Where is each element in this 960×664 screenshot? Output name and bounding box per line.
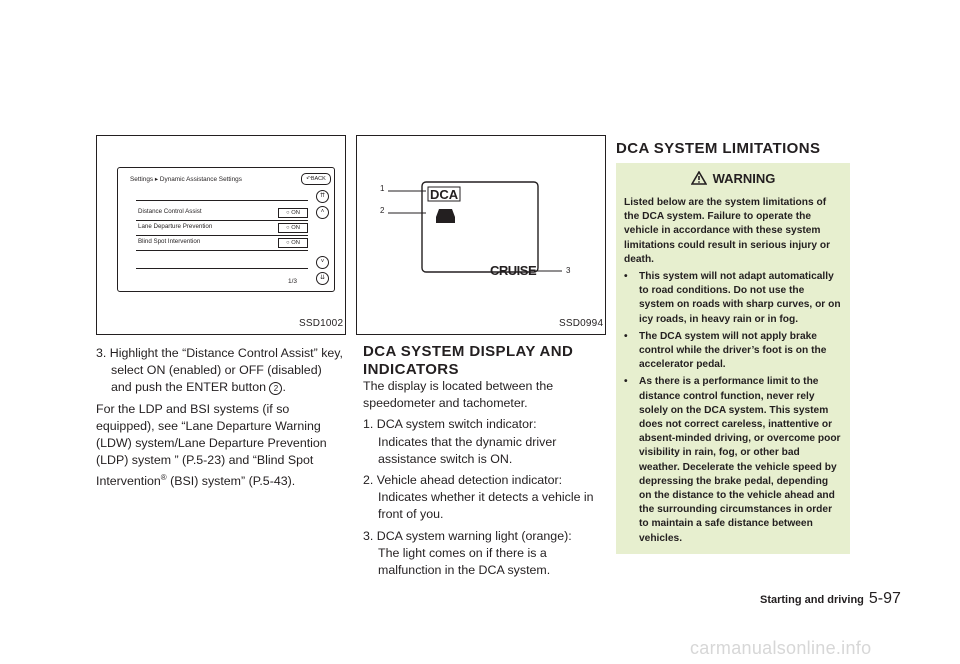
page-footer	[760, 590, 901, 608]
display-heading: DCA SYSTEM DISPLAY AND INDICATORS	[363, 343, 574, 378]
footer-section: Starting and driving	[760, 594, 864, 606]
back-button	[301, 173, 331, 185]
watermark: carmanualsonline.info	[690, 638, 872, 658]
on-label: ON	[291, 240, 300, 246]
back-arrow-icon: ↶	[306, 176, 311, 182]
dca-display-illustration	[356, 135, 604, 333]
para-text: For the LDP and BSI systems (if so equipped), see “Lane Departure Warning (LDW) system/Lane Departure Prevention (LDP) system ” (P.5-23) and “Blind Spot Intervention	[96, 401, 327, 489]
item-2-title: 2. Vehicle ahead detection indicator:	[363, 473, 563, 488]
on-label: ON	[291, 225, 300, 231]
on-toggle: ○ ON	[278, 238, 308, 248]
row-divider	[136, 235, 308, 236]
step-3: 3. Highlight the “Distance Control Assist” key, select ON (enabled) or OFF (disabled) and push the ENTER button 2 .	[96, 346, 343, 395]
warning-title: WARNING	[712, 171, 776, 186]
row-divider	[136, 220, 308, 221]
item-3-title: 3. DCA system warning light (orange):	[363, 528, 572, 543]
warning-box	[616, 163, 850, 554]
row-blind-spot: Blind Spot Intervention	[138, 238, 201, 245]
row-divider	[136, 250, 308, 251]
bullet-icon: •	[624, 271, 628, 283]
row-distance-control: Distance Control Assist	[138, 208, 202, 215]
left-column	[96, 345, 344, 495]
figure1-caption: SSD1002	[299, 318, 344, 329]
limitations-heading: DCA SYSTEM LIMITATIONS	[616, 140, 821, 157]
row-lane-departure: Lane Departure Prevention	[138, 223, 213, 230]
page-indicator: 1/3	[288, 278, 298, 285]
display-intro: The display is located between the speedometer and tachometer.	[363, 379, 554, 411]
warning-text	[624, 196, 842, 546]
bullet-text: This system will not adapt automatically to road conditions. Do not use the system on roads with sharp curves, or on icy roads, in heavy rain or in fog.	[639, 271, 841, 325]
double-up-icon: ⇈	[316, 190, 329, 203]
bullet-text: As there is a performance limit to the distance control function, never rely solely on the DCA system. This system does not correct careless, inattentive or absent-minded driving, or overcome poor visibility in rain, fog, or other bad weather. Decelerate the vehicle speed by depressing the brake pedal, depending on the distance to the vehicle ahead and the surrounding circumstances in order to maintain a safe distance between vehicles.	[639, 376, 841, 544]
row-divider	[136, 268, 308, 269]
figure2-caption: SSD0994	[559, 318, 604, 329]
item-2-desc: Indicates whether it detects a vehicle in front of you.	[378, 490, 594, 522]
on-toggle: ○ ON	[278, 223, 308, 233]
para-end-text: (BSI) system” (P.5-43).	[166, 474, 296, 489]
bullet-icon: •	[624, 376, 628, 388]
settings-header: Settings ▸ Dynamic Assistance Settings	[130, 176, 242, 183]
callout-1: 1	[380, 184, 385, 193]
page-number: 5-97	[868, 590, 901, 607]
on-toggle: ○ ON	[278, 208, 308, 218]
item-1-title: 1. DCA system switch indicator:	[363, 417, 537, 432]
warning-bullet	[624, 375, 842, 545]
callout-2: 2	[380, 206, 385, 215]
row-divider	[136, 200, 308, 201]
dca-label: DCA	[430, 187, 459, 202]
ldp-bsi-paragraph	[96, 401, 344, 491]
down-icon: ˅	[316, 256, 329, 269]
bullet-text: The DCA system will not apply brake control while the driver’s foot is on the accelerator pedal.	[639, 330, 827, 371]
enter-button-number: 2	[269, 382, 282, 395]
callout-3: 3	[566, 266, 571, 275]
vehicle-ahead-icon	[436, 209, 455, 223]
warning-title-row	[616, 171, 850, 186]
up-icon: ˄	[316, 206, 329, 219]
warning-bullet	[624, 330, 842, 373]
item-1-desc: Indicates that the dynamic driver assistance switch is ON.	[378, 434, 557, 466]
bullet-icon: •	[624, 330, 628, 342]
warning-intro: Listed below are the system limitations of the DCA system. Failure to operate the vehicle in accordance with these system limitations could result in serious injury or death.	[624, 197, 831, 265]
settings-screen-illustration	[117, 167, 335, 292]
item-3-desc: The light comes on if there is a malfunction in the DCA system.	[378, 545, 551, 578]
registered-mark: ®	[160, 473, 167, 483]
on-label: ON	[291, 210, 300, 216]
middle-column	[363, 378, 603, 583]
cruise-label: CRUISE	[490, 263, 537, 278]
back-label: BACK	[310, 176, 326, 182]
warning-triangle-icon	[691, 171, 707, 185]
step-3-text: 3. Highlight the “Distance Control Assist” key, select ON (enabled) or OFF (disabled) and push the ENTER button	[96, 346, 343, 395]
warning-bullet	[624, 270, 842, 327]
double-down-icon: ⇊	[316, 272, 329, 285]
